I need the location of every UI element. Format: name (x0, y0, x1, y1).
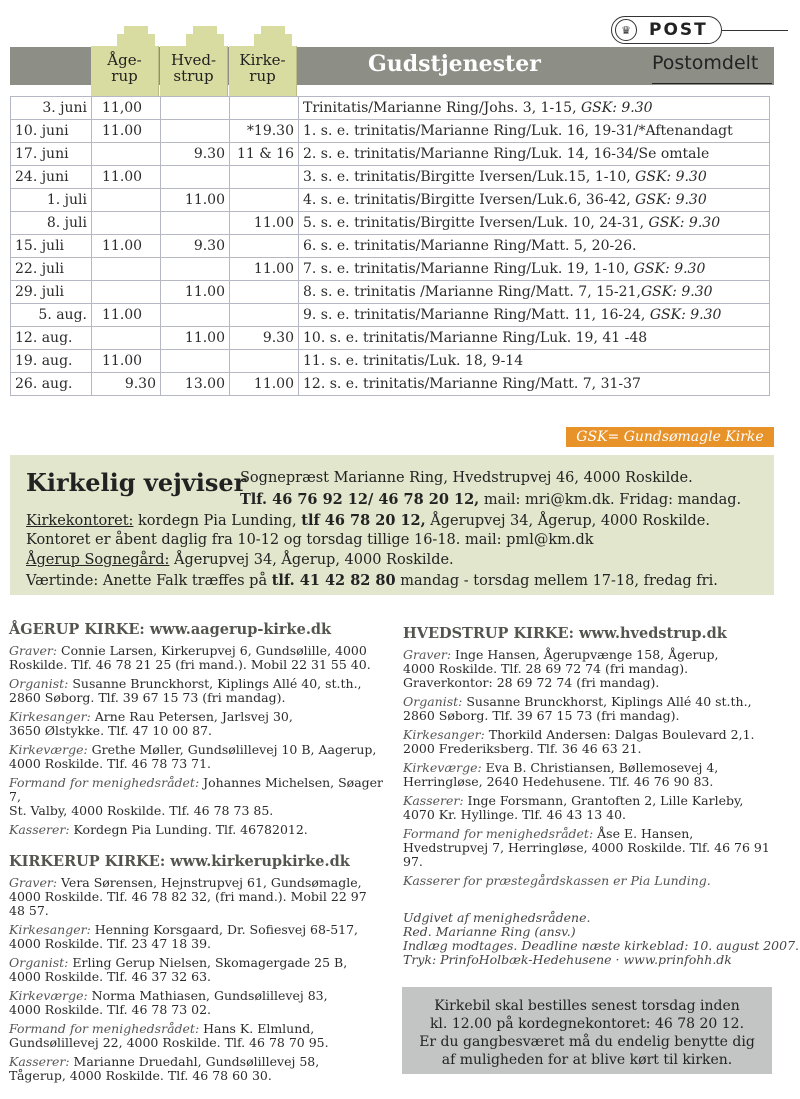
entry-text: Hans K. Elmlund, (199, 1021, 315, 1036)
hvedstrup-time (161, 120, 230, 143)
hvedstrup-time (161, 258, 230, 281)
schedule-row (11, 258, 770, 281)
role-label: Organist: (9, 676, 69, 691)
directory-entry (9, 923, 384, 951)
post-logo-text: POST (649, 20, 708, 40)
entry-text: 2000 Frederiksberg. Tlf. 36 46 63 21. (403, 741, 642, 756)
kirkerup-time: 11 & 16 (230, 143, 299, 166)
entry-text: Norma Mathiasen, Gundsølillevej 83, (87, 988, 328, 1003)
church-icon (186, 26, 224, 48)
service-schedule-table (10, 96, 770, 396)
entry-text: Hvedstrupvej 7, Herringløse, 4000 Roskilde. Tlf. 46 76 91 97. (403, 840, 770, 869)
agerup-time: 9.30 (92, 373, 161, 396)
entry-text: Johannes Michelsen, Søager 7, (9, 775, 384, 804)
entry-text: Gundsølillevej 22, 4000 Roskilde. Tlf. 46 78 70 95. (9, 1035, 329, 1050)
vejviser-line (240, 491, 741, 508)
vejviser-line (26, 552, 454, 568)
hvedstrup-time: 9.30 (161, 143, 230, 166)
entry-text: Åse E. Hansen, (593, 826, 694, 841)
schedule-row (11, 235, 770, 258)
entry-text: 2860 Søborg. Tlf. 39 67 15 73 (fri mandag). (403, 708, 680, 723)
kirkerup-time: 9.30 (230, 327, 299, 350)
column-header-line: rup (111, 67, 138, 85)
schedule-row (11, 189, 770, 212)
directory-entry (9, 1022, 384, 1050)
post-logo (611, 16, 722, 44)
kirkerup-time (230, 166, 299, 189)
entry-text: Thorkild Andersen: Dalgas Boulevard 2,1. (484, 727, 755, 742)
vejviser-text: mandag - torsdag mellem 17-18, fredag fri. (395, 573, 718, 589)
column-header-hvedstrup (160, 46, 228, 96)
service-text: 4. s. e. trinitatis/Birgitte Iversen/Luk.6, 36-42, (303, 192, 636, 208)
service-description (299, 97, 770, 120)
agerup-time (92, 327, 161, 350)
service-description (299, 304, 770, 327)
entry-text: St. Valby, 4000 Roskilde. Tlf. 46 78 73 85. (9, 803, 274, 818)
colophon-line: Indlæg modtages. Deadline næste kirkeblad: 10. august 2007. (403, 938, 799, 953)
role-label: Kirkeværge: (9, 988, 88, 1003)
church-icon (254, 26, 292, 48)
role-label: Kirkesanger: (9, 922, 91, 937)
entry-text: Roskilde. Tlf. 46 78 21 25 (fri mand.). Mobil 22 31 55 40. (9, 657, 371, 672)
directory-entry (9, 876, 384, 918)
hvedstrup-time (161, 166, 230, 189)
service-description (299, 235, 770, 258)
gsk-time: GSK: 9.30 (633, 261, 706, 277)
gsk-time: GSK: 9.30 (649, 307, 722, 323)
column-header-line: strup (173, 67, 214, 85)
service-description (299, 166, 770, 189)
schedule-row (11, 212, 770, 235)
hvedstrup-heading: HVEDSTRUP KIRKE: www.hvedstrup.dk (403, 625, 727, 642)
column-header-line: Hved- (170, 51, 217, 69)
colophon (403, 911, 799, 967)
role-label: Kasserer: (9, 1054, 70, 1069)
agerup-time: 11.00 (92, 350, 161, 373)
directory-entry (9, 677, 384, 705)
gsk-time: GSK: 9.30 (635, 192, 707, 208)
hvedstrup-time: 11.00 (161, 327, 230, 350)
role-label: Graver: (9, 643, 58, 658)
colophon-line: Tryk: PrinfoHolbæk-Hedehusene · www.prinfohh.dk (403, 952, 732, 967)
entry-text: Herringløse, 2640 Hedehusene. Tlf. 46 76 90 83. (403, 774, 714, 789)
entry-text: Marianne Druedahl, Gundsølillevej 58, (69, 1054, 320, 1069)
role-label: Kirkesanger: (9, 709, 91, 724)
schedule-row (11, 143, 770, 166)
hvedstrup-time (161, 212, 230, 235)
hvedstrup-directory (403, 648, 778, 888)
kirkerup-time (230, 189, 299, 212)
schedule-row (11, 304, 770, 327)
agerup-time: 11,00 (92, 97, 161, 120)
vejviser-text: Sognepræst Marianne Ring, Hvedstrupvej 46, 4000 Roskilde. (240, 470, 693, 486)
kirkebil-line: af muligheden for at blive kørt til kirken. (441, 1052, 733, 1068)
entry-text: Connie Larsen, Kirkerupvej 6, Gundsølille, 4000 (57, 643, 367, 658)
column-header-line: Kirke- (239, 51, 286, 69)
service-text: 3. s. e. trinitatis/Birgitte Iversen/Luk.15, 1-10, (303, 169, 636, 185)
gsk-time: GSK: 9.30 (580, 100, 653, 116)
role-label: Kasserer: (9, 822, 70, 837)
schedule-date: 19. aug. (11, 350, 92, 373)
service-text: 2. s. e. trinitatis/Marianne Ring/Luk. 14, 16-34/Se omtale (303, 146, 710, 162)
schedule-date: 1. juli (11, 189, 92, 212)
agerup-time (92, 281, 161, 304)
kirkerup-directory (9, 876, 384, 1088)
schedule-date: 15. juli (11, 235, 92, 258)
directory-entry (9, 989, 384, 1017)
agerup-time: 11.00 (92, 304, 161, 327)
vejviser-line (26, 572, 718, 589)
entry-text: 4000 Roskilde. Tlf. 23 47 18 39. (9, 936, 212, 951)
vejviser-text: Værtinde: Anette Falk træffes på (26, 573, 272, 589)
kirkerup-time: *19.30 (230, 120, 299, 143)
schedule-row (11, 166, 770, 189)
kirkerup-time: 11.00 (230, 373, 299, 396)
role-label: Kirkeværge: (9, 742, 88, 757)
hvedstrup-time: 11.00 (161, 189, 230, 212)
role-label: Formand for menighedsrådet: (9, 1021, 200, 1036)
agerup-time (92, 143, 161, 166)
agerup-directory (9, 644, 384, 842)
vejviser-phone: tlf. 41 42 82 80 (271, 572, 396, 589)
entry-text: Eva B. Christiansen, Bøllemosevej 4, (481, 760, 719, 775)
postomdelt-underline (652, 83, 772, 84)
directory-entry (9, 710, 384, 738)
kirkerup-time (230, 235, 299, 258)
hvedstrup-time: 13.00 (161, 373, 230, 396)
agerup-heading: ÅGERUP KIRKE: www.aagerup-kirke.dk (9, 621, 332, 638)
service-text: 6. s. e. trinitatis/Marianne Ring/Matt. 5, 20-26. (303, 238, 637, 254)
role-label: Formand for menighedsrådet: (403, 826, 594, 841)
entry-text: 2860 Søborg. Tlf. 39 67 15 73 (fri mandag). (9, 690, 286, 705)
schedule-row (11, 281, 770, 304)
agerup-time: 11.00 (92, 235, 161, 258)
entry-text: 4000 Roskilde. Tlf. 46 37 32 63. (9, 969, 212, 984)
posthorn-crown-icon: ♛ (615, 19, 637, 41)
kirkerup-time (230, 304, 299, 327)
directory-entry (403, 648, 778, 690)
service-text: 5. s. e. trinitatis/Birgitte Iversen/Luk. 10, 24-31, (303, 215, 649, 231)
schedule-date: 3. juni (11, 97, 92, 120)
directory-entry (9, 823, 384, 837)
service-description (299, 281, 770, 304)
service-text: 12. s. e. trinitatis/Marianne Ring/Matt. 7, 31-37 (303, 376, 641, 392)
entry-text: 4070 Kr. Hyllinge. Tlf. 46 43 13 40. (403, 807, 627, 822)
hvedstrup-time (161, 97, 230, 120)
directory-entry (403, 827, 778, 869)
schedule-date: 10. juni (11, 120, 92, 143)
directory-entry (9, 956, 384, 984)
entry-text: Henning Korsgaard, Dr. Sofiesvej 68-517, (90, 922, 359, 937)
entry-text: Kordegn Pia Lunding. Tlf. 46782012. (69, 822, 308, 837)
schedule-date: 8. juli (11, 212, 92, 235)
vejviser-title: Kirkelig vejviser (26, 468, 247, 497)
hvedstrup-time (161, 304, 230, 327)
kirkerup-time (230, 97, 299, 120)
schedule-date: 5. aug. (11, 304, 92, 327)
kirkerup-time (230, 350, 299, 373)
kirkebil-notice (402, 987, 772, 1074)
kirkerup-heading: KIRKERUP KIRKE: www.kirkerupkirke.dk (9, 853, 350, 870)
vejviser-text: Ågerupvej 34, Ågerup, 4000 Roskilde. (425, 513, 710, 529)
gsk-time: GSK: 9.30 (640, 284, 713, 300)
schedule-date: 12. aug. (11, 327, 92, 350)
service-text: 1. s. e. trinitatis/Marianne Ring/Luk. 16, 19-31/*Aftenandagt (303, 123, 733, 139)
entry-text: 4000 Roskilde. Tlf. 46 78 82 32, (fri mand.). Mobil 22 97 48 57. (9, 889, 367, 918)
agerup-time (92, 212, 161, 235)
directory-entry (9, 1055, 384, 1083)
service-text: 9. s. e. trinitatis/Marianne Ring/Matt. 11, 16-24, (303, 307, 650, 323)
colophon-line: Red. Marianne Ring (ansv.) (403, 924, 576, 939)
logo-divider (722, 30, 788, 31)
vejviser-text: mail: mri@km.dk. Fridag: mandag. (479, 492, 742, 508)
directory-entry (9, 644, 384, 672)
column-header-line: rup (249, 67, 276, 85)
role-label: Organist: (403, 694, 463, 709)
vejviser-text: Ågerupvej 34, Ågerup, 4000 Roskilde. (169, 552, 454, 568)
directory-entry (403, 728, 778, 756)
entry-text: Tågerup, 4000 Roskilde. Tlf. 46 78 60 30. (9, 1068, 272, 1083)
hvedstrup-time: 9.30 (161, 235, 230, 258)
service-description (299, 327, 770, 350)
note-text: Kasserer for præstegårdskassen er Pia Lunding. (403, 873, 711, 888)
schedule-date: 26. aug. (11, 373, 92, 396)
entry-text: 3650 Ølstykke. Tlf. 47 10 00 87. (9, 723, 213, 738)
role-label: Kirkesanger: (403, 727, 485, 742)
entry-text: Arne Rau Petersen, Jarlsvej 30, (90, 709, 293, 724)
service-text: Trinitatis/Marianne Ring/Johs. 3, 1-15, (303, 100, 581, 116)
role-label: Formand for menighedsrådet: (9, 775, 200, 790)
entry-text: Erling Gerup Nielsen, Skomagergade 25 B, (68, 955, 348, 970)
vejviser-line (26, 532, 594, 548)
service-description (299, 143, 770, 166)
gsk-time: GSK: 9.30 (635, 169, 707, 185)
service-description (299, 120, 770, 143)
schedule-date: 22. juli (11, 258, 92, 281)
schedule-date: 17. juni (11, 143, 92, 166)
gsk-time: GSK: 9.30 (648, 215, 721, 231)
kirkebil-line: Er du gangbesværet må du endelig benytte dig (419, 1034, 755, 1050)
schedule-row (11, 373, 770, 396)
agerup-time (92, 189, 161, 212)
service-text: 8. s. e. trinitatis /Marianne Ring/Matt. 7, 15-21, (303, 284, 641, 300)
agerup-time: 11.00 (92, 166, 161, 189)
vejviser-text: kordegn Pia Lunding, (133, 513, 302, 529)
postomdelt-badge: Postomdelt (652, 52, 759, 74)
hvedstrup-entries (403, 695, 778, 869)
role-label: Organist: (9, 955, 69, 970)
entry-text: Inge Forsmann, Grantoften 2, Lille Karleby, (463, 793, 744, 808)
schedule-row (11, 120, 770, 143)
service-text: 10. s. e. trinitatis/Marianne Ring/Luk. 19, 41 -48 (303, 330, 648, 346)
schedule-row (11, 97, 770, 120)
entry-text: Susanne Brunckhorst, Kiplings Allé 40 st.th., (462, 694, 752, 709)
directory-note (403, 874, 778, 888)
agerup-time (92, 258, 161, 281)
column-header-line: Åge- (107, 51, 142, 69)
directory-entry (403, 695, 778, 723)
agerup-time: 11.00 (92, 120, 161, 143)
vejviser-text: Kontoret er åbent daglig fra 10-12 og torsdag tillige 16-18. mail: pml@km.dk (26, 532, 594, 548)
directory-entry (403, 794, 778, 822)
entry-text: Susanne Brunckhorst, Kiplings Allé 40, st.th., (68, 676, 362, 691)
directory-entry (403, 761, 778, 789)
entry-text: 4000 Roskilde. Tlf. 46 78 73 02. (9, 1002, 212, 1017)
entry-text: Grethe Møller, Gundsølillevej 10 B, Aagerup, (87, 742, 377, 757)
entry-text: 4000 Roskilde. Tlf. 46 78 73 71. (9, 756, 212, 771)
entry-text: Inge Hansen, Ågerupvænge 158, Ågerup, (451, 647, 719, 662)
kirkerup-time (230, 281, 299, 304)
colophon-line: Udgivet af menighedsrådene. (403, 910, 591, 925)
service-description (299, 350, 770, 373)
column-header-kirkerup (229, 46, 297, 96)
service-text: 11. s. e. trinitatis/Luk. 18, 9-14 (303, 353, 524, 369)
entry-text: Vera Sørensen, Hejnstrupvej 61, Gundsømagle, (57, 875, 362, 890)
vejviser-phone: Tlf. 46 76 92 12/ 46 78 20 12, (240, 491, 480, 508)
kirkebil-line: kl. 12.00 på kordegnekontoret: 46 78 20 12. (429, 1016, 745, 1032)
kirkerup-time: 11.00 (230, 258, 299, 281)
schedule-row (11, 327, 770, 350)
hvedstrup-time (161, 350, 230, 373)
church-icon (117, 26, 155, 48)
service-description (299, 258, 770, 281)
role-label: Kasserer: (403, 793, 464, 808)
service-description (299, 189, 770, 212)
kirkerup-time: 11.00 (230, 212, 299, 235)
gsk-legend: GSK= Gundsømagle Kirke (566, 427, 774, 447)
column-header-agerup (91, 46, 159, 96)
kirkebil-line: Kirkebil skal bestilles senest torsdag inden (434, 998, 740, 1014)
schedule-row (11, 350, 770, 373)
schedule-date: 24. juni (11, 166, 92, 189)
directory-entry (9, 776, 384, 818)
entry-text: Graverkontor: 28 69 72 74 (fri mandag). (403, 675, 660, 690)
role-label: Graver: (9, 875, 58, 890)
vejviser-label: Kirkekontoret: (26, 513, 134, 529)
service-description (299, 212, 770, 235)
page-title: Gudstjenester (368, 51, 541, 77)
vejviser-phone: tlf 46 78 20 12, (301, 512, 426, 529)
role-label: Kirkeværge: (403, 760, 482, 775)
vejviser-label: Ågerup Sognegård: (26, 552, 170, 568)
entry-text: 4000 Roskilde. Tlf. 28 69 72 74 (fri mandag). (403, 661, 689, 676)
schedule-date: 29. juli (11, 281, 92, 304)
vejviser-line (240, 470, 693, 486)
hvedstrup-time: 11.00 (161, 281, 230, 304)
directory-entry (9, 743, 384, 771)
service-description (299, 373, 770, 396)
vejviser-line (26, 512, 710, 529)
role-label: Graver: (403, 647, 452, 662)
service-text: 7. s. e. trinitatis/Marianne Ring/Luk. 19, 1-10, (303, 261, 634, 277)
